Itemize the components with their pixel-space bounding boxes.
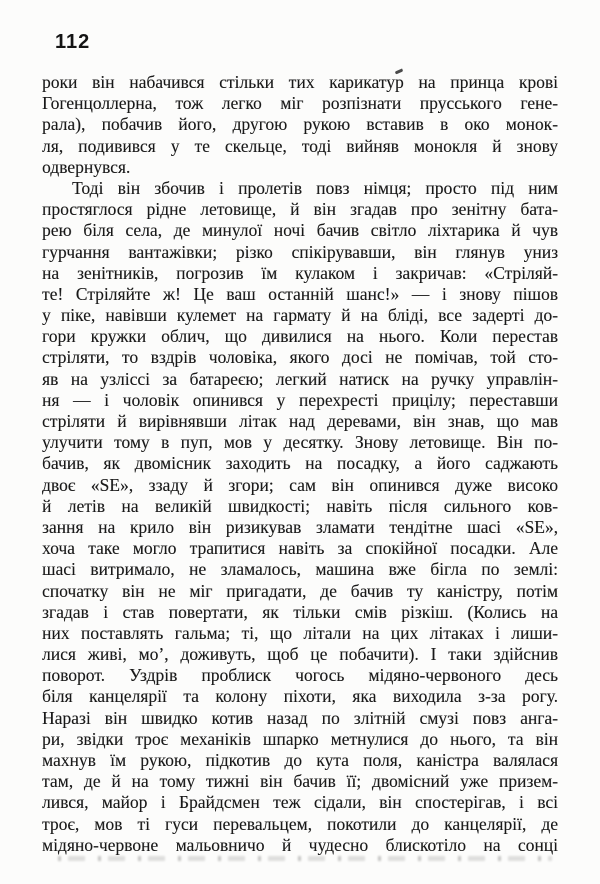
text-line: ля, подивився у те скельце, тоді вийняв монокля й знову bbox=[42, 135, 558, 156]
text-line: рала), побачив його, другою рукою вставив в око монок- bbox=[42, 114, 558, 135]
text-line: те! Стріляйте ж! Це ваш останній шанс!» — і знову пішов bbox=[42, 283, 558, 304]
text-line: простяглося рідне летовище, й він згадав про зенітну бата- bbox=[42, 199, 558, 220]
text-line: Гогенцоллерна, тож легко міг розпізнати прусського гене- bbox=[42, 93, 558, 114]
text-line: них поставлять гальма; ті, що літали на цих літаках і лиши- bbox=[42, 622, 558, 643]
text-line: Наразі він швидко котив назад по злітній смузі повз анга- bbox=[42, 707, 558, 728]
text-line: згадав і став повертати, як тільки смів різкіш. (Колись на bbox=[42, 601, 558, 622]
text-line: гурчання вантажівки; різко спікірувавши, він глянув униз bbox=[42, 241, 558, 262]
text-line: лися живі, мо’, доживуть, щоб це побачити). І таки здійснив bbox=[42, 644, 558, 665]
text-line: двоє «SE», ззаду й згори; сам він опинився дуже високо bbox=[42, 474, 558, 495]
text-line: одвернувся. bbox=[42, 156, 131, 177]
text-line: стріляти й вирівнявши літак над деревами, він знав, що мав bbox=[42, 411, 558, 431]
text-line: роки він набачився стільки тих карикатур на принца крові bbox=[42, 72, 558, 92]
text-block bbox=[42, 72, 558, 856]
text-line: поворот. Уздрів проблиск чогось мідяно-червоного десь bbox=[42, 665, 558, 686]
text-line: махнув їм рукою, підкотив до кута поля, каністра валялася bbox=[42, 750, 558, 770]
text-line: улучити тому в пуп, мов у десятку. Знову летовище. Він по- bbox=[42, 432, 558, 453]
text-line: ня — і чоловік опинився у перехресті прицілу; переставши bbox=[42, 389, 558, 410]
text-line: Тоді він збочив і пролетів повз німця; просто під ним bbox=[72, 177, 558, 198]
text-line: ри, звідки троє механіків шпарко метнулися до нього, та він bbox=[42, 728, 558, 749]
text-line: гори кружки облич, що дивилися на нього. Коли перестав bbox=[42, 326, 558, 347]
paragraph bbox=[42, 178, 558, 856]
text-line: там, де й на тому тижні він бачив її; двомісний уже призем- bbox=[42, 771, 558, 792]
text-line: бачив, як двомісник заходить на посадку, а його саджають bbox=[42, 453, 558, 474]
text-line: біля канцелярії та колону піхоти, яка виходила з-за рогу. bbox=[42, 686, 558, 707]
paragraph bbox=[42, 72, 558, 178]
text-line: яв на узліссі за батареєю; легкий натиск на ручку управлін- bbox=[42, 368, 558, 389]
cropped-next-line-artifact bbox=[58, 856, 552, 861]
text-line: хоча таке могло трапитися навіть за спокійної посадки. Але bbox=[42, 538, 558, 559]
text-line: й летів на великій швидкості; навіть після сильного ков- bbox=[42, 495, 558, 516]
page-number: 112 bbox=[55, 31, 91, 53]
text-line: рею біля села, де минулої ночі бачив світло ліхтарика й чув bbox=[42, 220, 558, 241]
text-line: шасі витримало, не зламалось, машина вже бігла по землі: bbox=[42, 559, 558, 580]
text-line: у піке, навівши кулемет на гармату й на бліді, все задерті до- bbox=[42, 305, 558, 326]
text-line: троє, мов ті гуси перевальцем, покотили до канцелярії, де bbox=[42, 813, 558, 834]
text-line: на зенітників, погрозив їм кулаком і закричав: «Стріляй- bbox=[42, 262, 558, 283]
text-line: стріляти, то вздрів чоловіка, якого досі не помічав, той сто- bbox=[42, 347, 558, 368]
text-line: зання на крило він ризикував зламати тендітне шасі «SE», bbox=[42, 516, 558, 537]
text-line: спочатку він не міг пригадати, де бачив ту каністру, потім bbox=[42, 580, 558, 601]
text-line: лився, майор і Брайдсмен теж сідали, він спостерігав, і всі bbox=[42, 792, 558, 813]
text-line: мідяно-червоне мальовничо й чудесно блискотіло на сонці bbox=[42, 834, 558, 855]
